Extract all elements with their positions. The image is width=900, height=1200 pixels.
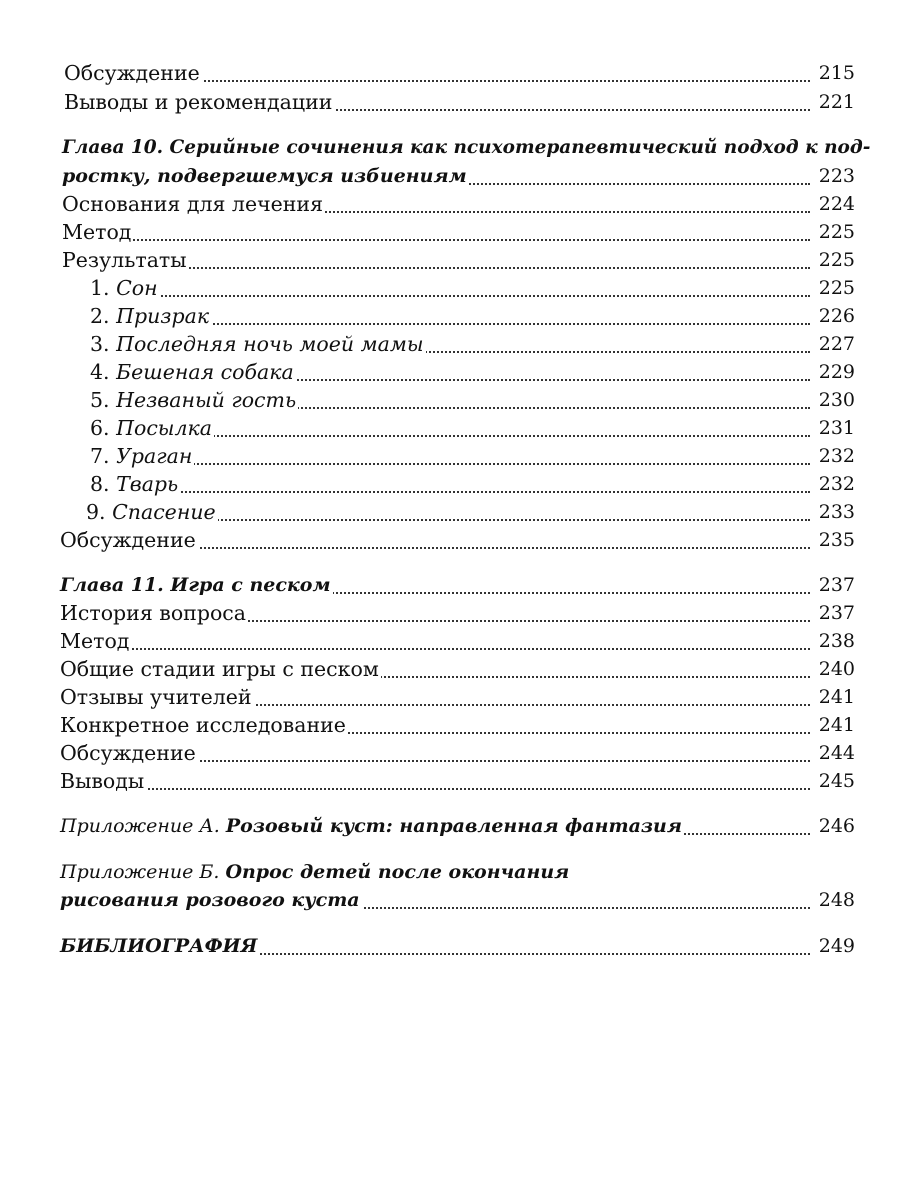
toc-entry bbox=[0, 525, 900, 555]
toc-entry-title: Отзывы учителей bbox=[60, 682, 254, 712]
toc-entry bbox=[0, 58, 900, 88]
toc-entry-page: 233 bbox=[817, 497, 855, 527]
toc-entry-page: 238 bbox=[817, 626, 855, 656]
toc-chapter-title-line1: Глава 10. Серийные сочинения как психотерапевтический подход к под- bbox=[62, 137, 871, 158]
toc-entry-page: 224 bbox=[817, 189, 855, 219]
toc-entry-numbered bbox=[0, 357, 900, 387]
toc-entry-title: Конкретное исследование bbox=[60, 710, 348, 740]
toc-entry-page: 237 bbox=[817, 598, 855, 628]
toc-entry-numbered bbox=[0, 273, 900, 303]
toc-entry-title: Призрак bbox=[116, 304, 210, 328]
toc-entry bbox=[0, 189, 900, 219]
toc-entry bbox=[0, 682, 900, 712]
toc-entry-appendix bbox=[0, 885, 900, 915]
toc-entry-title: История вопроса bbox=[60, 598, 248, 628]
toc-entry-page: 245 bbox=[817, 766, 855, 796]
toc-entry-page: 249 bbox=[817, 931, 855, 961]
toc-entry-numbered bbox=[0, 329, 900, 359]
toc-entry-numbered bbox=[0, 301, 900, 331]
toc-entry bbox=[0, 710, 900, 740]
toc-entry-numbered bbox=[0, 413, 900, 443]
toc-entry-title: Метод bbox=[62, 217, 133, 247]
toc-appendix-heading-line bbox=[0, 857, 900, 887]
toc-entry-title: Основания для лечения bbox=[62, 189, 325, 219]
toc-entry-page: 226 bbox=[817, 301, 855, 331]
toc-entry-title: Тварь bbox=[116, 472, 179, 496]
toc-entry-number: 9. bbox=[86, 500, 106, 524]
toc-entry-number: 1. bbox=[90, 276, 110, 300]
toc-entry-number: 6. bbox=[90, 416, 110, 440]
toc-entry-page: 225 bbox=[817, 217, 855, 247]
toc-entry-page: 215 bbox=[817, 58, 855, 88]
toc-entry-page: 227 bbox=[817, 329, 855, 359]
toc-entry-title: Обсуждение bbox=[60, 738, 198, 768]
toc-entry-page: 232 bbox=[817, 469, 855, 499]
toc-entry-chapter bbox=[0, 161, 900, 191]
toc-entry-numbered bbox=[0, 497, 900, 527]
toc-entry-numbered bbox=[0, 469, 900, 499]
toc-entry-page: 223 bbox=[817, 161, 855, 191]
toc-entry-chapter bbox=[0, 570, 900, 600]
toc-entry-title: Посылка bbox=[116, 416, 213, 440]
toc-entry-title: Бешеная собака bbox=[116, 360, 294, 384]
toc-entry-title: Результаты bbox=[62, 245, 189, 275]
toc-entry-number: 8. bbox=[90, 472, 110, 496]
toc-entry-page: 230 bbox=[817, 385, 855, 415]
toc-entry bbox=[0, 217, 900, 247]
toc-entry bbox=[0, 626, 900, 656]
toc-entry-page: 229 bbox=[817, 357, 855, 387]
toc-entry-page: 244 bbox=[817, 738, 855, 768]
toc-chapter-heading-line bbox=[0, 133, 900, 163]
toc-entry-title: Ураган bbox=[116, 444, 193, 468]
toc-entry-page: 231 bbox=[817, 413, 855, 443]
toc-entry-page: 225 bbox=[817, 273, 855, 303]
toc-entry-title: Глава 11. Игра с песком bbox=[60, 570, 333, 600]
toc-entry-bibliography bbox=[0, 931, 900, 961]
toc-entry-title: Спасение bbox=[112, 500, 216, 524]
toc-entry-page: 232 bbox=[817, 441, 855, 471]
toc-entry-numbered bbox=[0, 441, 900, 471]
toc-entry-page: 225 bbox=[817, 245, 855, 275]
toc-entry-page: 241 bbox=[817, 682, 855, 712]
toc-appendix-title-line1: Опрос детей после окончания bbox=[225, 861, 570, 883]
toc-entry-number: 5. bbox=[90, 388, 110, 412]
toc-entry-title: Обсуждение bbox=[64, 58, 202, 88]
toc-entry-title: ростку, подвергшемуся избиениям bbox=[62, 161, 469, 191]
toc-entry-title: Общие стадии игры с песком bbox=[60, 654, 381, 684]
toc-entry-page: 240 bbox=[817, 654, 855, 684]
toc-entry-number: 2. bbox=[90, 304, 110, 328]
toc-entry-title: Незваный гость bbox=[116, 388, 297, 412]
toc-entry bbox=[0, 87, 900, 117]
toc-entry-page: 248 bbox=[817, 885, 855, 915]
toc-entry-number: 3. bbox=[90, 332, 110, 356]
toc-entry-number: 4. bbox=[90, 360, 110, 384]
toc-entry-title: Сон bbox=[116, 276, 158, 300]
toc-entry-page: 221 bbox=[817, 87, 855, 117]
toc-entry-title: БИБЛИОГРАФИЯ bbox=[60, 931, 259, 961]
toc-appendix-prefix: Приложение Б. bbox=[60, 861, 220, 883]
toc-entry-appendix bbox=[0, 811, 900, 841]
toc-entry-page: 237 bbox=[817, 570, 855, 600]
toc-entry-title: Выводы и рекомендации bbox=[64, 87, 334, 117]
toc-entry-page: 235 bbox=[817, 525, 855, 555]
toc-entry-page: 241 bbox=[817, 710, 855, 740]
toc-entry-title: Выводы bbox=[60, 766, 146, 796]
toc-entry bbox=[0, 654, 900, 684]
toc-entry-page: 246 bbox=[817, 811, 855, 841]
toc-entry-title: Обсуждение bbox=[60, 525, 198, 555]
toc-entry-title: Последняя ночь моей мамы bbox=[116, 332, 424, 356]
toc-appendix-prefix: Приложение А. bbox=[60, 815, 220, 837]
toc-entry bbox=[0, 738, 900, 768]
toc-entry-title: Розовый куст: направленная фантазия bbox=[225, 815, 682, 837]
toc-entry bbox=[0, 766, 900, 796]
toc-entry-numbered bbox=[0, 385, 900, 415]
toc-entry bbox=[0, 245, 900, 275]
toc-entry-title: Метод bbox=[60, 626, 131, 656]
toc-entry-title: рисования розового куста bbox=[60, 885, 362, 915]
toc-entry bbox=[0, 598, 900, 628]
toc-entry-number: 7. bbox=[90, 444, 110, 468]
